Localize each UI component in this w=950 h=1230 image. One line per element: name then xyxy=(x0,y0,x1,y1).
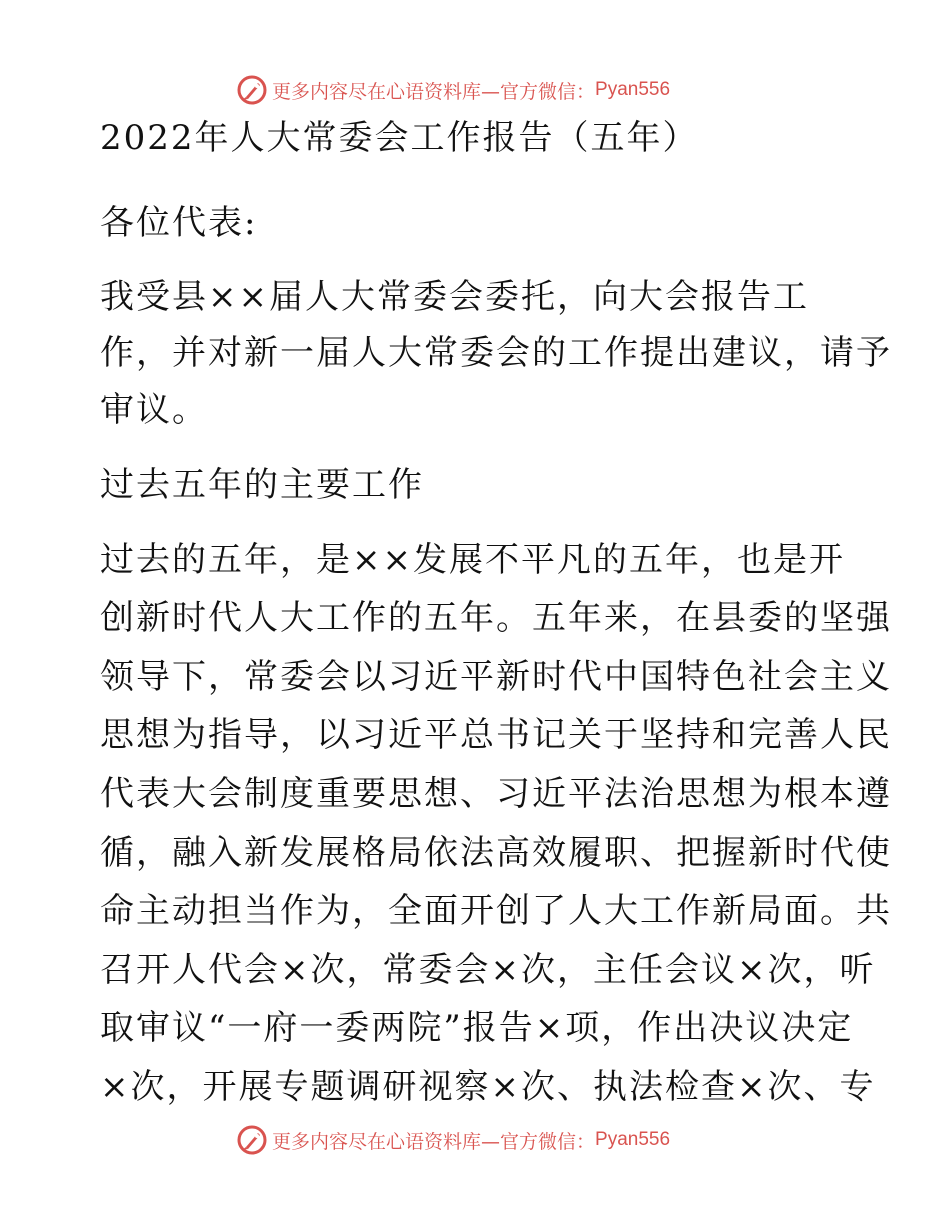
pen-nib-logo-icon xyxy=(236,74,268,106)
salutation: 各位代表: xyxy=(100,203,258,243)
paragraph-line: 过去的五年，是××发展不平凡的五年，也是开 xyxy=(100,540,845,580)
paragraph-line: 我受县××届人大常委会委托，向大会报告工 xyxy=(100,277,809,317)
paragraph-line: 命主动担当作为，全面开创了人大工作新局面。共 xyxy=(100,891,892,931)
document-title: 2022年人大常委会工作报告（五年） xyxy=(100,118,699,158)
paragraph-line: 思想为指导，以习近平总书记关于坚持和完善人民 xyxy=(100,715,892,755)
paragraph-line: 召开人代会×次，常委会×次，主任会议×次，听 xyxy=(100,950,876,990)
paragraph-line: 代表大会制度重要思想、习近平法治思想为根本遵 xyxy=(100,774,892,814)
header-watermark xyxy=(236,74,670,106)
watermark-text: 更多内容尽在心语资料库—官方微信： xyxy=(272,80,596,103)
watermark-wechat-id: Pyan556 xyxy=(595,1129,671,1150)
paragraph-line: 领导下，常委会以习近平新时代中国特色社会主义 xyxy=(100,657,892,697)
paragraph-line: 循，融入新发展格局依法高效履职、把握新时代使 xyxy=(100,833,892,873)
watermark-wechat-id: Pyan556 xyxy=(595,79,671,100)
watermark-text: 更多内容尽在心语资料库—官方微信： xyxy=(272,1130,596,1153)
paragraph-line: 审议。 xyxy=(100,390,208,430)
paragraph-line: 取审议“一府一委两院”报告×项，作出决议决定 xyxy=(100,1008,854,1048)
footer-watermark xyxy=(236,1124,670,1156)
paragraph-line: 创新时代人大工作的五年。五年来，在县委的坚强 xyxy=(100,598,892,638)
paragraph-line: 作，并对新一届人大常委会的工作提出建议，请予 xyxy=(100,333,892,373)
paragraph-line: ×次，开展专题调研视察×次、执法检查×次、专 xyxy=(100,1067,876,1107)
section-heading: 过去五年的主要工作 xyxy=(100,465,424,505)
pen-nib-logo-icon xyxy=(236,1124,268,1156)
